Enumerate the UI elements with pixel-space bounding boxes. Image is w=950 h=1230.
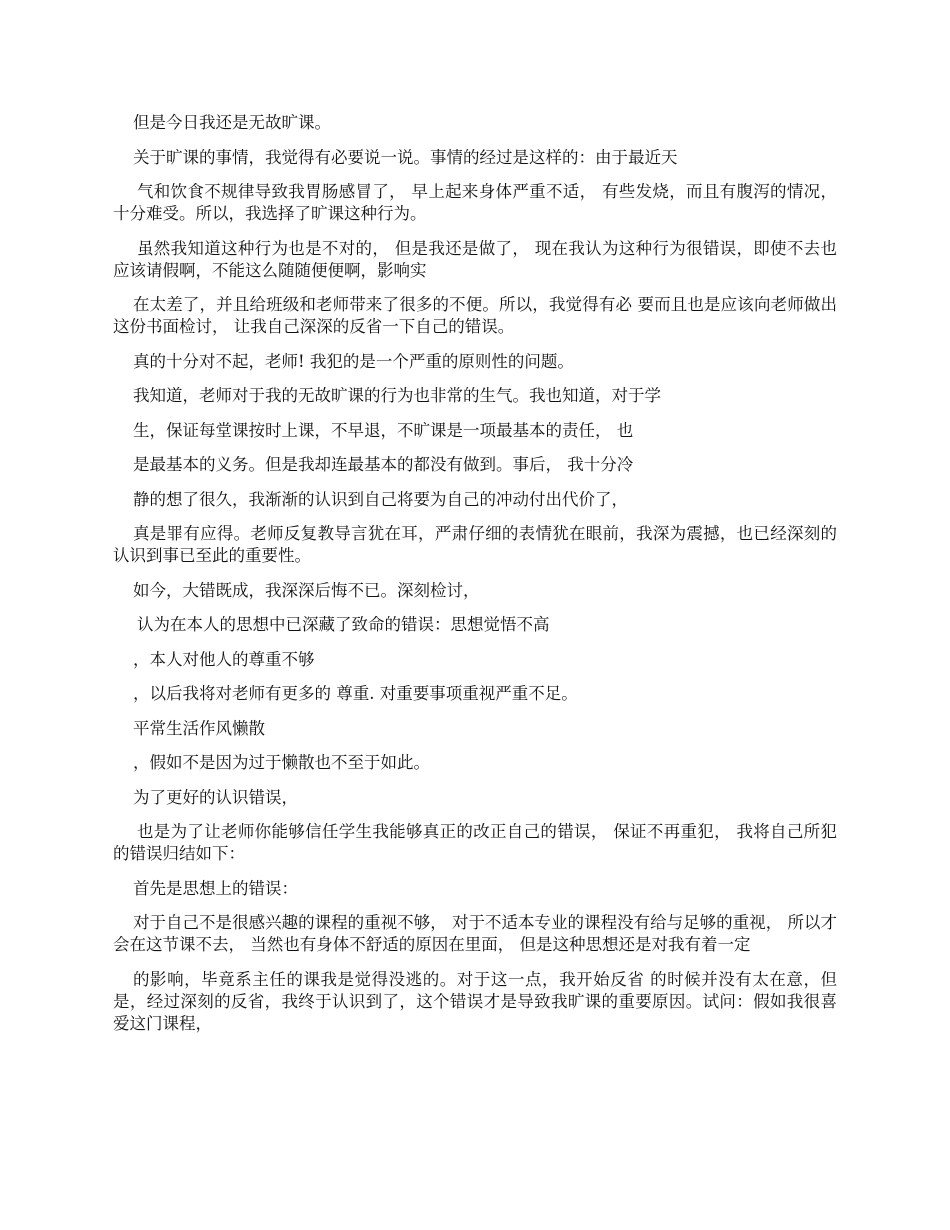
paragraph: 对于自己不是很感兴趣的课程的重视不够， 对于不适本专业的课程没有给与足够的重视， 所以才会在这节课不去， 当然也有身体不舒适的原因在里面， 但是这种思想还是对我有着一定 [113, 913, 837, 954]
paragraph: ，假如不是因为过于懒散也不至于如此。 [133, 753, 430, 772]
paragraph: 关于旷课的事情，我觉得有必要说一说。事情的经过是这样的：由于最近天 [133, 147, 678, 167]
paragraph: 但是今日我还是无故旷课。 [133, 113, 331, 132]
paragraph: 气和饮食不规律导致我胃肠感冒了， 早上起来身体严重不适， 有些发烧，而且有腹泻的情况，十分难受。所以，我选择了旷课这种行为。 [113, 182, 837, 223]
paragraph: 虽然我知道这种行为也是不对的， 但是我还是做了， 现在我认为这种行为很错误，即使不去也应该请假啊，不能这么随随便便啊，影响实 [113, 238, 837, 280]
paragraph: 平常生活作风懒散 [133, 718, 265, 738]
paragraph: 如今，大错既成，我深深后悔不已。深刻检讨， [133, 580, 480, 600]
paragraph: 真是罪有应得。老师反复教导言犹在耳，严肃仔细的表情犹在眼前，我深为震撼，也已经深刻的认识到事已至此的重要性。 [113, 524, 837, 565]
paragraph: 的影响，毕竟系主任的课我是觉得没逃的。对于这一点，我开始反省 的时候并没有太在意，但是，经过深刻的反省，我终于认识到了，这个错误才是导致我旷课的重要原因。试问：假如我很喜爱这门课程， [113, 969, 837, 1033]
paragraph: 我知道，老师对于我的无故旷课的行为也非常的生气。我也知道，对于学 [133, 386, 661, 405]
paragraph: 真的十分对不起，老师! 我犯的是一个严重的原则性的问题。 [133, 351, 574, 371]
paragraph: 是最基本的义务。但是我却连最基本的都没有做到。事后， 我十分冷 [133, 455, 634, 474]
paragraph: 首先是思想上的错误： [133, 878, 298, 898]
paragraph: ，以后我将对老师有更多的 尊重. 对重要事项重视严重不足。 [133, 684, 578, 703]
document-body [113, 112, 837, 1047]
paragraph: ，本人对他人的尊重不够 [133, 649, 315, 669]
paragraph: 也是为了让老师你能够信任学生我能够真正的改正自己的错误， 保证不再重犯， 我将自己所犯的错误归结如下： [113, 822, 837, 863]
paragraph: 认为在本人的思想中已深藏了致命的错误：思想觉悟不高 [137, 615, 550, 634]
paragraph: 生，保证每堂课按时上课，不早退，不旷课是一项最基本的责任， 也 [133, 420, 634, 440]
paragraph: 为了更好的认识错误， [133, 787, 298, 807]
paragraph: 静的想了很久，我渐渐的认识到自己将要为自己的冲动付出代价了， [133, 489, 628, 509]
paragraph: 在太差了，并且给班级和老师带来了很多的不便。所以，我觉得有必 要而且也是应该向老师做出这份书面检讨， 让我自己深深的反省一下自己的错误。 [113, 295, 837, 336]
